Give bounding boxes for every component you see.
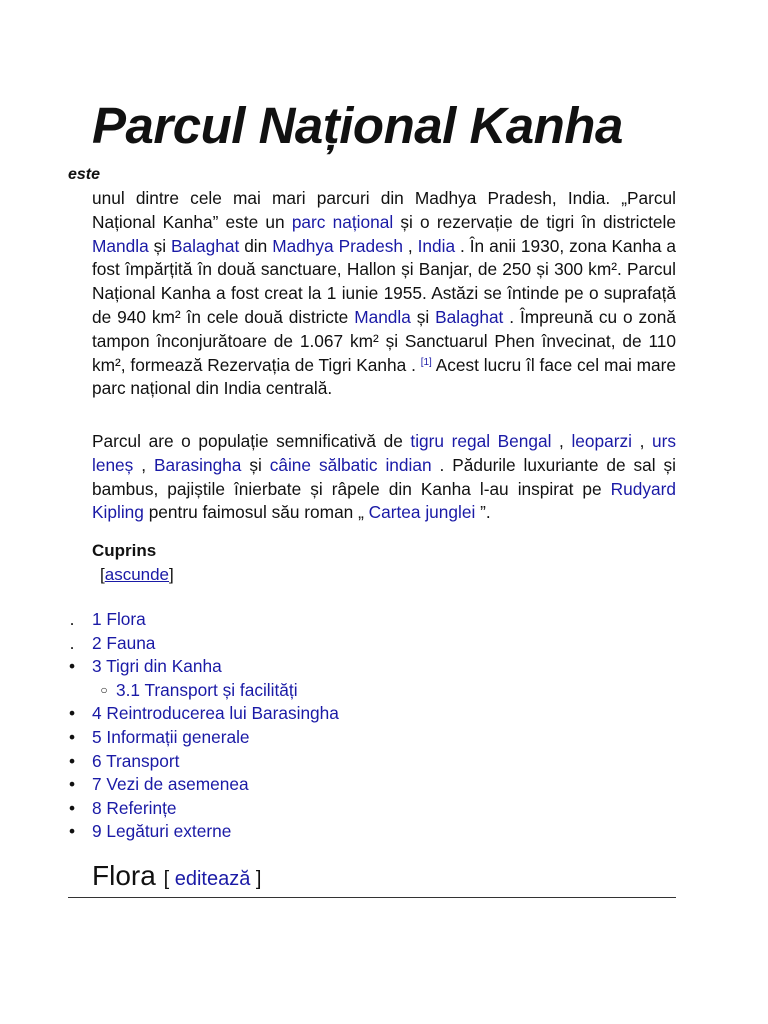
link-caine-salbatic-indian[interactable]: câine sălbatic indian bbox=[269, 454, 432, 475]
toc-toggle bbox=[100, 565, 174, 585]
bracket: [ bbox=[163, 868, 170, 890]
bullet: • bbox=[68, 703, 76, 724]
link-parc-national[interactable]: parc național bbox=[291, 211, 394, 232]
link-india[interactable]: India bbox=[417, 235, 456, 256]
bracket: ] bbox=[255, 868, 262, 890]
text-run: pentru faimosul său roman „ bbox=[143, 502, 369, 523]
section-heading-flora bbox=[92, 860, 261, 892]
link-cartea-junglei[interactable]: Cartea junglei bbox=[368, 502, 476, 523]
bullet: • bbox=[68, 774, 76, 795]
text-run: . În anii 1930, zona Kanha a fost împărțită în două sanctuare, Hallon și Banjar, de 250 și 300 km². Parcul Național Kanha a fost creat la 1 iunie 1955. Astăzi se întinde pe o suprafață de 940 km² în cele două districte bbox=[92, 235, 677, 327]
toc-link-reintroducerea[interactable]: 4 Reintroducerea lui Barasingha bbox=[92, 703, 339, 724]
toc-link-informatii-generale[interactable]: 5 Informații generale bbox=[92, 726, 250, 747]
toc-link-flora[interactable]: 1 Flora bbox=[92, 609, 146, 629]
link-balaghat[interactable]: Balaghat bbox=[171, 235, 240, 256]
text-run: Acest lucru îl face cel mai mare parc național din India centrală. bbox=[92, 354, 676, 399]
bullet: • bbox=[68, 726, 76, 747]
link-balaghat-2[interactable]: Balaghat bbox=[435, 306, 504, 327]
link-tigru-regal-bengal[interactable]: tigru regal Bengal bbox=[410, 431, 552, 451]
bullet: • bbox=[68, 797, 76, 818]
text-run: și bbox=[148, 235, 172, 256]
bullet: • bbox=[68, 821, 76, 842]
bullet: . bbox=[69, 632, 75, 653]
link-madhya-pradesh[interactable]: Madhya Pradesh bbox=[272, 235, 403, 256]
toc-link-transport-facilitati[interactable]: 3.1 Transport și facilități bbox=[116, 679, 298, 700]
edit-section bbox=[164, 868, 262, 890]
bullet: • bbox=[68, 656, 76, 677]
toc-title: Cuprins bbox=[92, 541, 157, 560]
text-run: și o rezervație de tigri în districtele bbox=[393, 211, 676, 232]
lead-word: este bbox=[68, 166, 101, 183]
text-run: . Pădurile luxuriante de sal și bambus, pajiștile înierbate și râpele din Kanha l-au inspirat pe bbox=[92, 454, 676, 499]
link-leoparzi[interactable]: leoparzi bbox=[571, 431, 632, 451]
text-run: , bbox=[631, 431, 652, 451]
bracket: ] bbox=[169, 565, 174, 584]
toc-link-fauna[interactable]: 2 Fauna bbox=[92, 632, 156, 653]
link-rudyard-kipling[interactable]: Rudyard Kipling bbox=[92, 478, 676, 523]
bullet: ○ bbox=[100, 682, 108, 697]
text-run: , bbox=[133, 454, 154, 475]
link-urs-lenes[interactable]: urs leneș bbox=[92, 431, 676, 475]
toc-link-referinte[interactable]: 8 Referințe bbox=[92, 797, 177, 818]
text-run: , bbox=[402, 235, 418, 256]
text-run: . Împreună cu o zonă tampon înconjurătoare de 1.067 km² și Sanctuarul Phen învecinat, de 110 km², formează Rezervația de Tigri Kanha . bbox=[92, 306, 676, 375]
text-run: , bbox=[551, 431, 572, 451]
section-divider bbox=[68, 897, 676, 898]
text-run: și bbox=[410, 306, 436, 327]
link-barasingha[interactable]: Barasingha bbox=[153, 454, 242, 475]
reference-link-1[interactable]: [1] bbox=[420, 356, 432, 368]
bullet: • bbox=[68, 750, 76, 771]
text-run: și bbox=[241, 454, 270, 475]
text-run: ”. bbox=[475, 502, 491, 523]
toc-link-legaturi-externe[interactable]: 9 Legături externe bbox=[92, 821, 232, 842]
toc-link-tigri-din-kanha[interactable]: 3 Tigri din Kanha bbox=[92, 656, 222, 677]
bullet: . bbox=[69, 609, 75, 629]
text-run: Parcul are o populație semnificativă de bbox=[92, 431, 411, 451]
text-run: unul dintre cele mai mari parcuri din Madhya Pradesh, India. „Parcul Național Kanha” este un bbox=[92, 188, 676, 232]
text-run: din bbox=[239, 235, 273, 256]
toc-link-vezi-de-asemenea[interactable]: 7 Vezi de asemenea bbox=[92, 774, 249, 795]
edit-section-link[interactable]: editează bbox=[174, 868, 251, 890]
bracket: [ bbox=[100, 565, 105, 584]
intro-paragraph bbox=[92, 187, 676, 401]
toc-hide-link[interactable]: ascunde bbox=[104, 565, 170, 584]
toc-link-transport[interactable]: 6 Transport bbox=[92, 750, 180, 771]
link-mandla-2[interactable]: Mandla bbox=[354, 306, 411, 327]
page-title: Parcul Național Kanha bbox=[92, 97, 623, 154]
section-title: Flora bbox=[92, 860, 156, 891]
fauna-paragraph bbox=[92, 430, 676, 525]
link-mandla[interactable]: Mandla bbox=[92, 235, 149, 256]
